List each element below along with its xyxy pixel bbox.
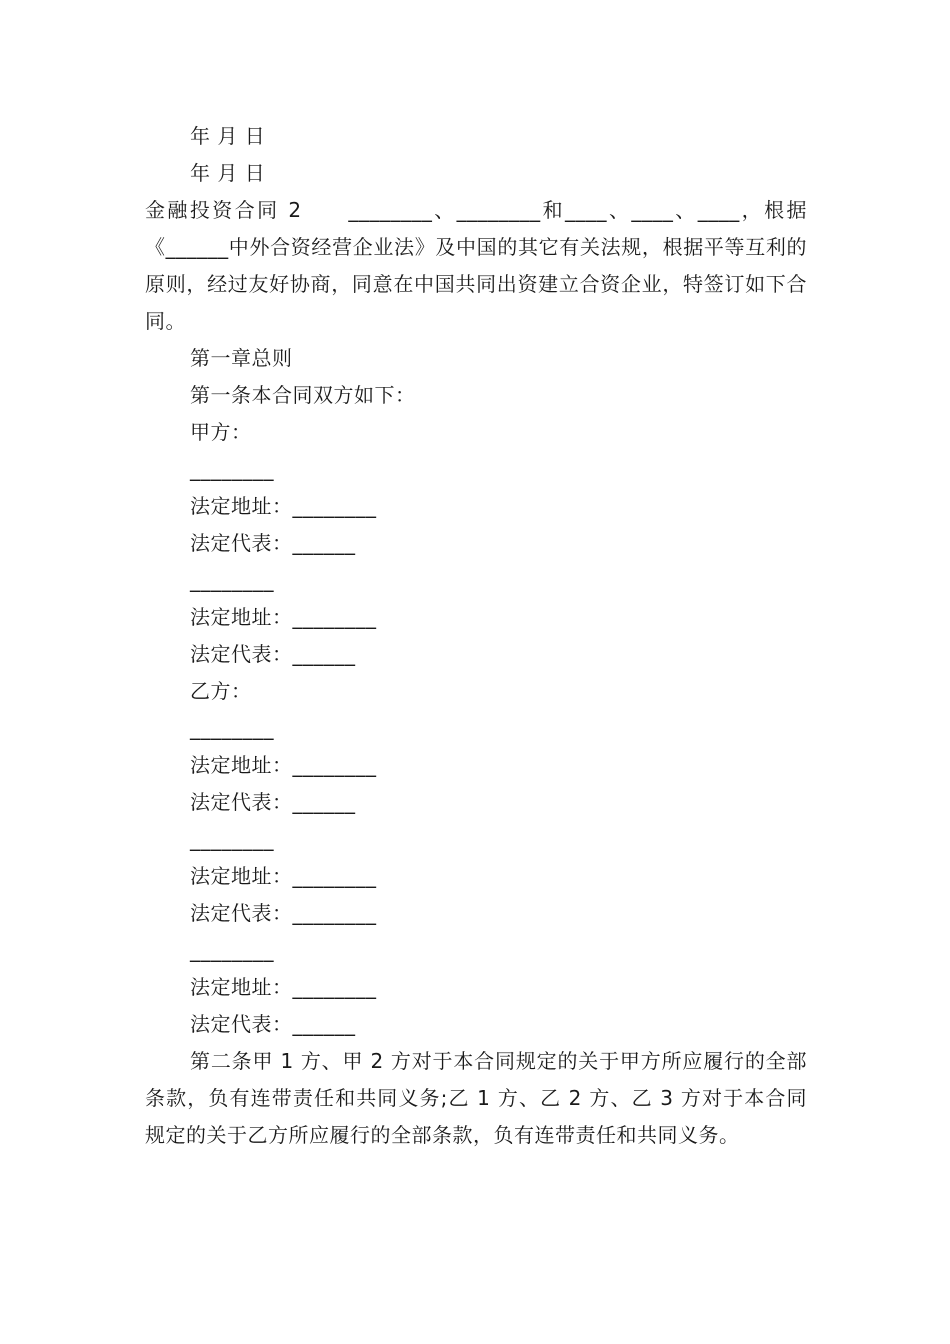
party-b-label: 乙方： [190,679,252,703]
party-b1-name: ________ [190,716,274,740]
party-a2-representative: 法定代表：______ [190,642,356,666]
article-2: 第二条甲 1 方、甲 2 方对于本合同规定的关于甲方所应履行的全部条款，负有连带责任和共同义务;乙 1 方、乙 2 方、乙 3 方对于本合同规定的关于乙方所应履行的全部条款，负有连带责任和共同义务。 [145,1049,807,1147]
date-line-2: 年 月 日 [190,161,266,185]
intro-paragraph: 金融投资合同 2 ________、________和____、____、____，根据《______中外合资经营企业法》及中国的其它有关法规，根据平等互利的原则，经过友好协商，同意在中国共同出资建立合资企业，特签订如下合同。 [145,198,807,333]
party-b2-address: 法定地址：________ [190,864,377,888]
chapter-title: 第一章总则 [190,346,293,370]
party-a2-name: ________ [190,568,274,592]
party-a1-address: 法定地址：________ [190,494,377,518]
party-a1-representative: 法定代表：______ [190,531,356,555]
party-a-label: 甲方： [190,420,252,444]
party-b2-name: ________ [190,827,274,851]
party-b2-representative: 法定代表：________ [190,901,377,925]
party-b1-address: 法定地址：________ [190,753,377,777]
party-b3-representative: 法定代表：______ [190,1012,356,1036]
party-b1-representative: 法定代表：______ [190,790,356,814]
party-b3-name: ________ [190,938,274,962]
party-a1-name: ________ [190,457,274,481]
party-a2-address: 法定地址：________ [190,605,377,629]
date-line-1: 年 月 日 [190,124,266,148]
article-1: 第一条本合同双方如下： [190,383,416,407]
party-b3-address: 法定地址：________ [190,975,377,999]
